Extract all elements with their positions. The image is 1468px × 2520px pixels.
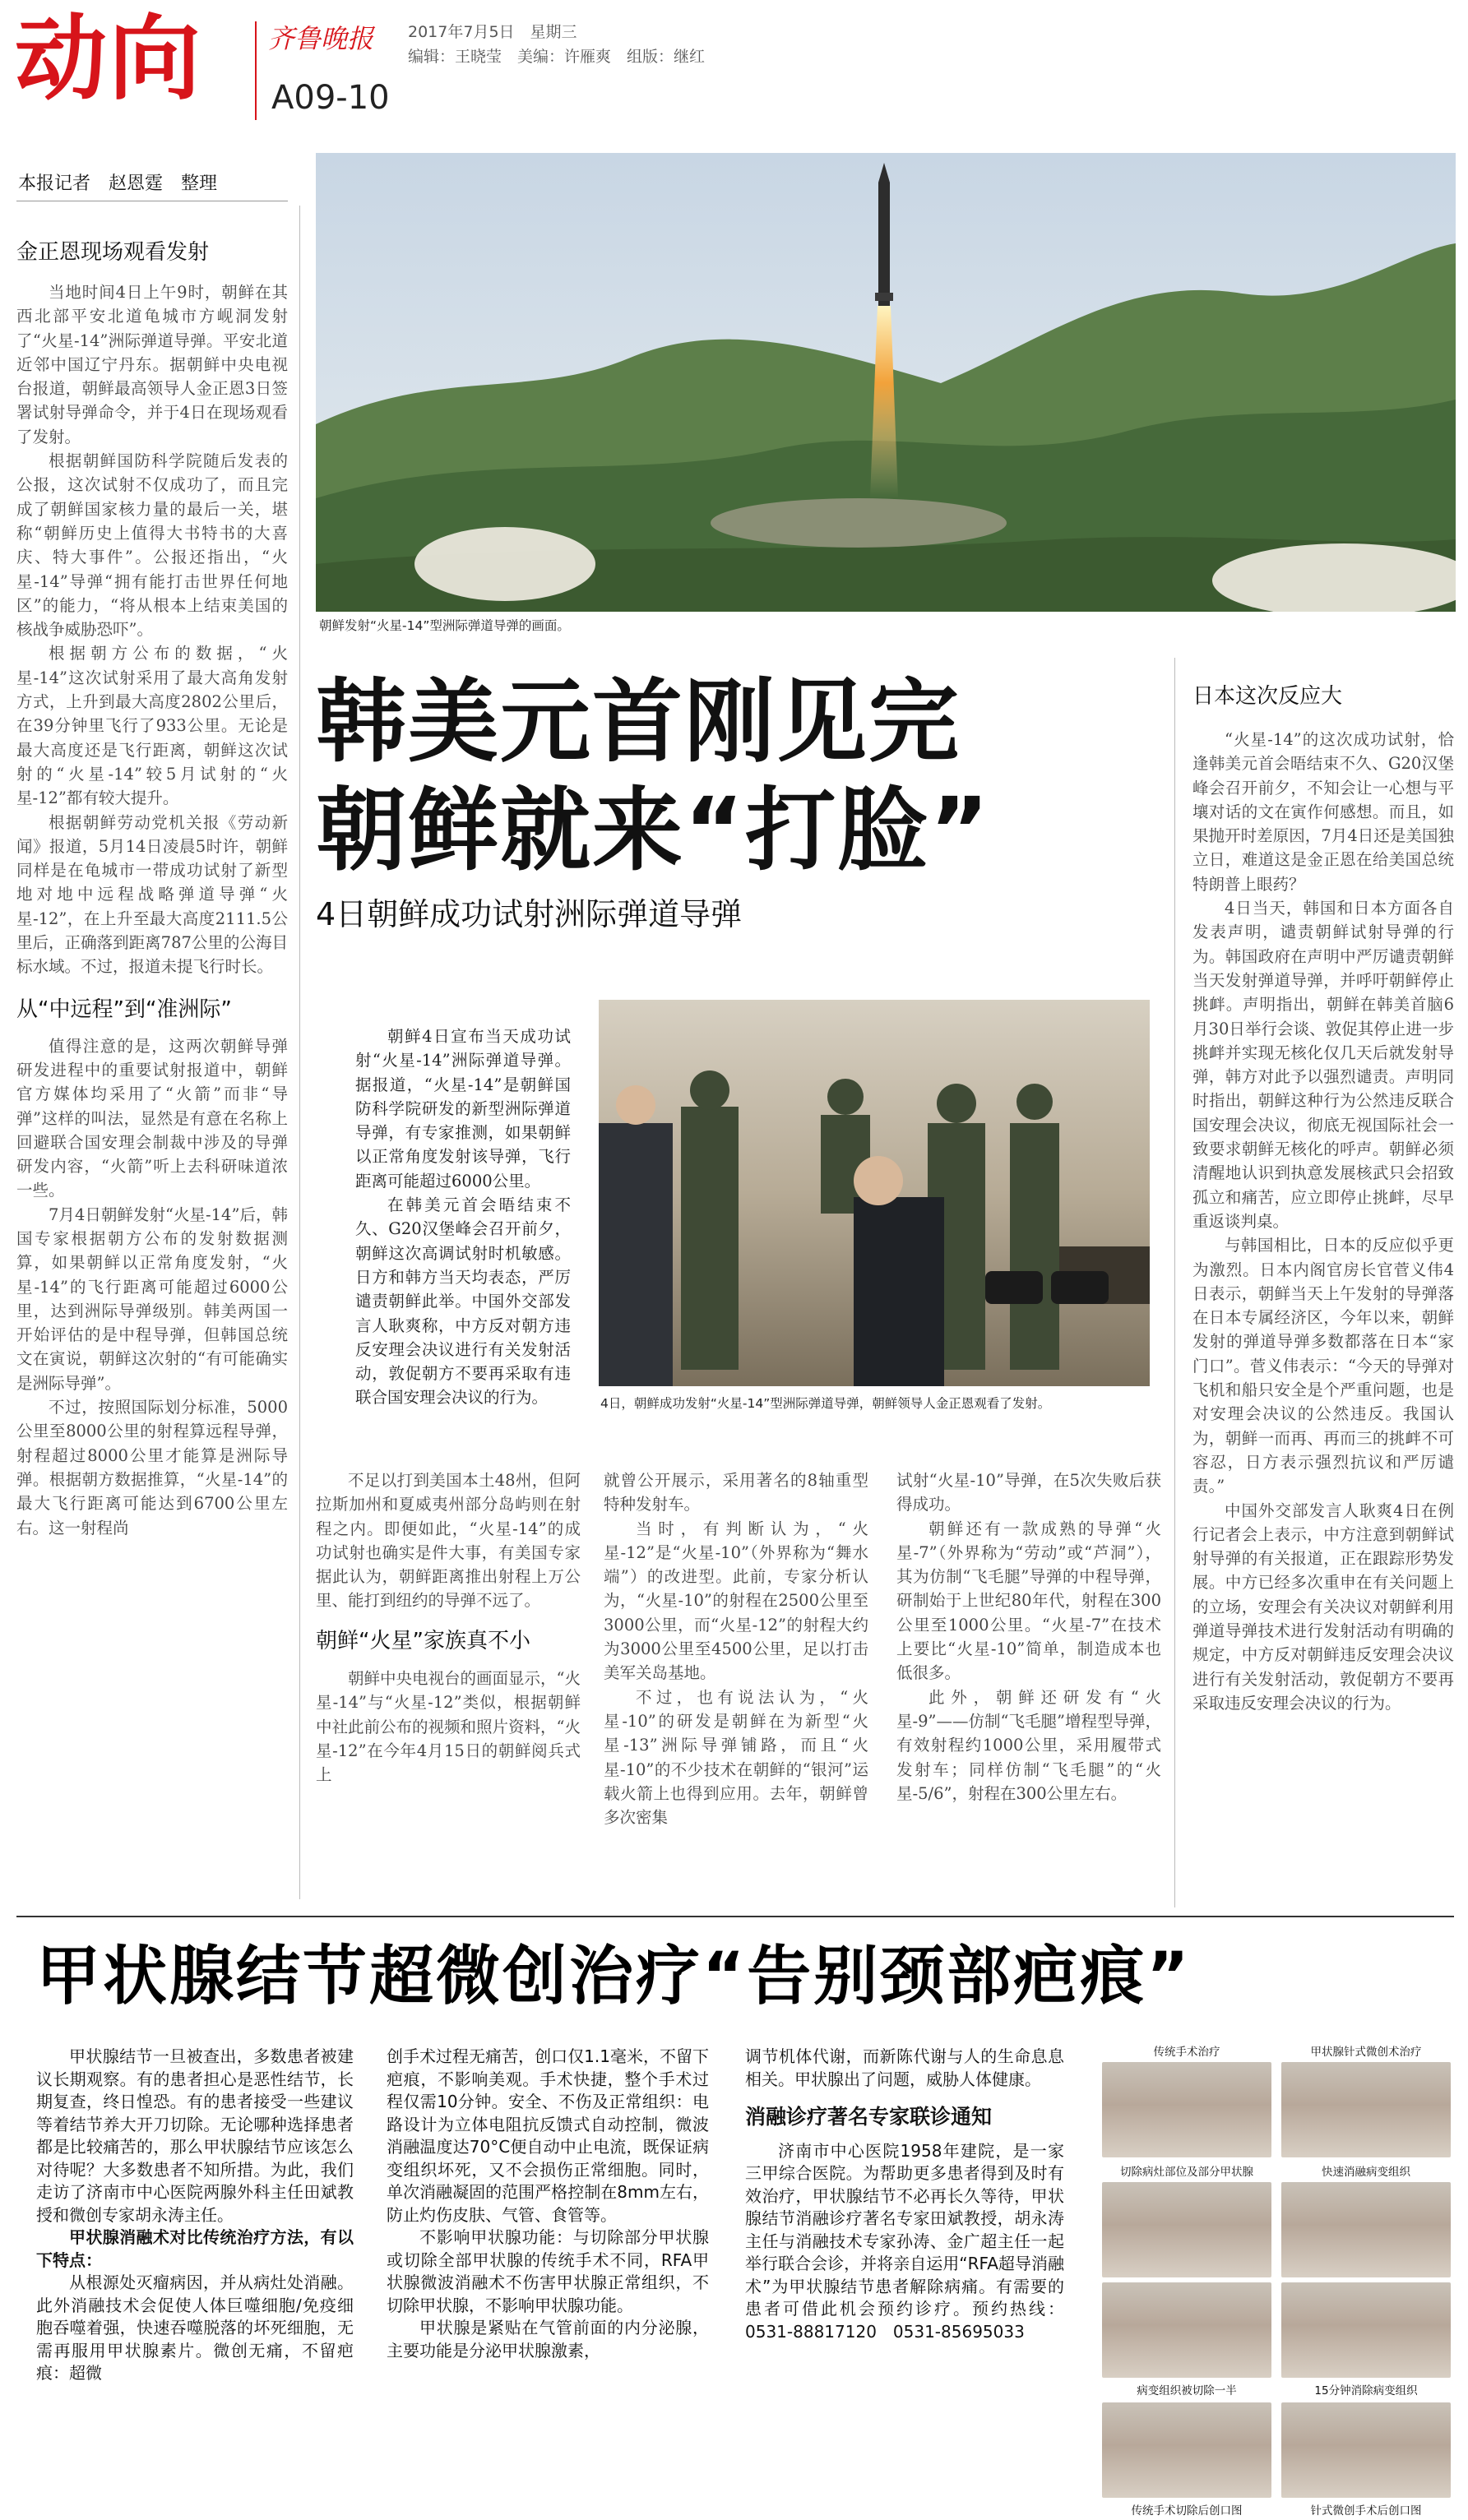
headline-line-1: 韩美元首刚见完	[316, 669, 961, 774]
thyroid-photo	[1102, 2062, 1271, 2157]
bottom-column-3	[896, 1468, 1161, 1806]
ad-image-label: 切除病灶部位及部分甲状腺	[1120, 2166, 1253, 2179]
lead-column	[355, 1024, 571, 1410]
ad-image-label: 快速消融病变组织	[1322, 2166, 1410, 2179]
article-paragraph: 不过，按照国际划分标准，5000公里至8000公里的射程算远程导弹，射程超过8000公里才能算是洲际导弹。根据朝方数据推算，“火星-14”的最大飞行距离可能达到6700公里左右。这一射程尚	[16, 1398, 288, 1537]
kim-watching-photo	[599, 1000, 1150, 1386]
ad-image-grid	[1102, 2042, 1451, 2518]
article-paragraph: 试射“火星-10”导弹，在5次失败后获得成功。	[896, 1471, 1161, 1514]
kim-watching-image	[599, 1000, 1150, 1386]
subhead-japan-reaction: 日本这次反应大	[1192, 684, 1343, 709]
top-photo-caption: 朝鲜发射“火星-14”型洲际弹道导弹的画面。	[319, 618, 570, 633]
masthead-divider	[255, 21, 257, 120]
ad-paragraph: 济南市中心医院1958年建院，是一家三甲综合医院。为帮助更多患者得到及时有效治疗，甲状腺结节不必再长久等待，甲状腺结节消融诊疗著名专家田斌教授，胡永涛主任与消融技术专家孙涛、金广超主任一起举行联合会诊，并将亲自运用“RFA超导消融术”为甲状腺结节患者解除病痛。有需要的患者可借此机会预约诊疗。预约热线：0531-88817120 0531-85695033	[745, 2140, 1064, 2342]
article-paragraph: 7月4日朝鲜发射“火星-14”后，韩国专家根据朝方公布的发射数据测算，如果朝鲜以正常角度发射，“火星-14”的飞行距离可能超过6000公里，达到洲际导弹级别。韩美两国一开始评估的是中程导弹，但韩国总统文在寅说，朝鲜这次射的“有可能确实是洲际导弹”。	[16, 1205, 288, 1393]
article-paragraph: 当地时间4日上午9时，朝鲜在其西北部平安北道龟城市方岘洞发射了“火星-14”洲际弹道导弹。平安北道近邻中国辽宁丹东。据朝鲜中央电视台报道，朝鲜最高领导人金正恩3日签署试射导弹命令，并于4日在现场观看了发射。	[16, 283, 288, 446]
ad-top-rule	[16, 1916, 1454, 1917]
ad-image-cell	[1281, 2282, 1451, 2397]
article-paragraph: 朝鲜中央电视台的画面显示，“火星-14”与“火星-12”类似，根据朝鲜中社此前公布的视频和照片资料，“火星-12”在今年4月15日的朝鲜阅兵式上	[316, 1669, 581, 1785]
lead-paragraph: 朝鲜4日宣布当天成功试射“火星-14”洲际弹道导弹。据报道，“火星-14”是朝鲜国防科学院研发的新型洲际弹道导弹，有专家推测，如果朝鲜以正常角度发射该导弹，飞行距离可能超过6000公里。	[355, 1027, 571, 1191]
ad-subhead: 甲状腺消融术对比传统治疗方法，有以下特点：	[36, 2227, 354, 2270]
article-paragraph: 值得注意的是，这两次朝鲜导弹研发进程中的重要试射报道中，朝鲜官方媒体均采用了“火箭”而非“导弹”这样的叫法，显然是有意在名称上回避联合国安理会制裁中涉及的导弹研发内容，“火箭”听上去科研味道浓一些。	[16, 1036, 288, 1200]
missile-launch-photo	[316, 153, 1456, 612]
ad-image-label: 病变组织被切除一半	[1137, 2384, 1237, 2397]
page-number: A09-10	[271, 79, 390, 117]
ad-image-label: 15分钟消除病变组织	[1314, 2384, 1418, 2397]
ad-image-label: 针式微创手术后创口图	[1310, 2504, 1422, 2518]
right-column-rule	[1174, 658, 1175, 1907]
subhead-hwasong-family: 朝鲜“火星”家族真不小	[316, 1628, 530, 1653]
ad-image-cell	[1281, 2042, 1451, 2157]
missile-launch-image	[316, 153, 1456, 612]
section-title: 动向	[15, 6, 202, 113]
article-paragraph: 就曾公开展示，采用著名的8轴重型特种发射车。	[604, 1471, 868, 1514]
ad-image-label: 传统手术治疗	[1153, 2046, 1220, 2059]
ad-image-label: 甲状腺针式微创术治疗	[1310, 2046, 1422, 2059]
ad-image-cell	[1102, 2402, 1271, 2518]
date-line: 2017年7月5日 星期三	[408, 23, 577, 41]
thyroid-photo	[1102, 2182, 1271, 2277]
thyroid-photo	[1102, 2282, 1271, 2378]
article-paragraph: 4日当天，韩国和日本方面各自发表声明，谴责朝鲜试射导弹的行为。韩国政府在声明中严厉谴责朝鲜当天发射弹道导弹，并呼吁朝鲜停止挑衅。声明指出，朝鲜在韩美首脑6月30日举行会谈、敦促其停止进一步挑衅并实现无核化仅几天后就发射导弹，韩方对此予以强烈谴责。声明同时指出，朝鲜这种行为公然违反联合国安理会决议，彻底无视国际社会一致要求朝鲜无核化的呼声。朝鲜必须清醒地认识到执意发展核武只会招致孤立和痛苦，应立即停止挑衅，尽早重返谈判桌。	[1192, 899, 1454, 1231]
paper-logo: 齐鲁晚报	[268, 23, 374, 54]
headline-line-2: 朝鲜就来“打脸”	[316, 778, 991, 883]
ad-paragraph: 从根源处灭瘤病因，并从病灶处消融。此外消融技术会促使人体巨噬细胞/免疫细胞吞噬着强，快速吞噬脱落的坏死细胞，无需再服用甲状腺素片。微创无痛，不留疤痕：超微	[36, 2273, 354, 2383]
subhead-icbm: 从“中远程”到“准洲际”	[16, 996, 232, 1022]
ad-image-cell	[1102, 2282, 1271, 2397]
article-paragraph: “火星-14”的这次成功试射，恰逢韩美元首会晤结束不久、G20汉堡峰会召开前夕，不知会让一心想与平壤对话的文在寅作何感想。而且，如果抛开时差原因，7月4日还是美国独立日，难道这是金正恩在给美国总统特朗普上眼药？	[1192, 730, 1454, 894]
left-column-rule	[299, 206, 300, 1899]
article-paragraph: 朝鲜还有一款成熟的导弹“火星-7”（外界称为“劳动”或“芦洞”），其为仿制“飞毛腿”导弹的中程导弹，研制始于上世纪80年代，射程在300公里至1000公里。“火星-7”在技术上要比“火星-10”简单，制造成本也低很多。	[896, 1519, 1161, 1683]
article-paragraph: 根据朝鲜劳动党机关报《劳动新闻》报道，5月14日凌晨5时许，朝鲜同样是在龟城市一带成功试射了新型地对地中远程战略弹道导弹“火星-12”，在上升至最大高度2111.5公里后，正确落到距离787公里的公海目标水域。不过，报道未提飞行时长。	[16, 812, 288, 977]
article-paragraph: 不足以打到美国本土48州，但阿拉斯加州和夏威夷州部分岛屿则在射程之内。即便如此，“火星-14”的成功试射也确实是件大事，有美国专家据此认为，朝鲜距离推出射程上万公里、能打到纽约的导弹不远了。	[316, 1471, 581, 1611]
ad-image-cell	[1281, 2402, 1451, 2518]
ad-image-cell	[1281, 2162, 1451, 2277]
article-paragraph: 与韩国相比，日本的反应似乎更为激烈。日本内阁官房长官菅义伟4日表示，朝鲜当天上午发射的导弹落在日本专属经济区，今年以来，朝鲜发射的弹道导弹多数都落在日本“家门口”。菅义伟表示：“今天的导弹对飞机和船只安全是个严重问题，也是对安理会决议的公然违反。我国认为，朝鲜一而再、再而三的挑衅不可容忍，日方表示强烈抗议和严厉谴责。”	[1192, 1236, 1454, 1496]
article-paragraph: 当时，有判断认为，“火星-12”是“火星-10”（外界称为“舞水端”）的改进型。此前，专家分析认为，“火星-10”的射程在2500公里至3000公里，而“火星-12”的射程大约为3000公里至4500公里，足以打击美军关岛基地。	[604, 1519, 868, 1683]
left-column	[16, 235, 288, 1540]
ad-image-cell	[1102, 2042, 1271, 2157]
ad-paragraph: 甲状腺结节一旦被查出，多数患者被建议长期观察。有的患者担心是恶性结节，长期复查，终日惶恐。有的患者接受一些建议等着结节养大开刀切除。无论哪种选择患者都是比较痛苦的，那么甲状腺结节应该怎么对待呢？大多数患者不知所措。为此，我们走访了济南市中心医院两腺外科主任田斌教授和微创专家胡永涛主任。	[36, 2046, 354, 2225]
ad-paragraph: 不影响甲状腺功能：与切除部分甲状腺或切除全部甲状腺的传统手术不同，RFA甲状腺微波消融术不伤害甲状腺正常组织，不切除甲状腺，不影响甲状腺功能。	[387, 2227, 709, 2315]
article-paragraph: 根据朝鲜国防科学院随后发表的公报，这次试射不仅成功了，而且完成了朝鲜国家核力量的最后一关，堪称“朝鲜历史上值得大书特书的大喜庆、特大事件”。公报还指出，“火星-14”导弹“拥有能打击世界任何地区”的能力，“将从根本上结束美国的核战争威胁恐吓”。	[16, 451, 288, 640]
ad-paragraph: 创手术过程无痛苦，创口仅1.1毫米，不留下疤痕，不影响美观。手术快捷，整个手术过程仅需10分钟。安全、不伤及正常组织：电路设计为立体电阻抗反馈式自动控制，微波消融温度达70°C便自动中止电流，既保证病变组织坏死，又不会损伤正常细胞。同时，单次消融凝固的范围严格控制在8mm左右，防止灼伤皮肤、气管、食管等。	[387, 2046, 709, 2225]
ad-column-1	[36, 2046, 354, 2385]
bottom-column-1	[316, 1468, 581, 1787]
thyroid-photo	[1281, 2062, 1451, 2157]
thyroid-photo	[1281, 2402, 1451, 2498]
thyroid-photo	[1102, 2402, 1271, 2498]
ad-image-label: 传统手术切除后创口图	[1131, 2504, 1243, 2518]
article-paragraph: 中国外交部发言人耿爽4日在例行记者会上表示，中方注意到朝鲜试射导弹的有关报道，正在跟踪形势发展。中方已经多次重申在有关问题上的立场，安理会有关决议对朝鲜利用弹道导弹技术进行发射活动有明确的规定，中方反对朝鲜违反安理会决议进行有关发射活动，敦促朝方不要再采取违反安理会决议的行为。	[1192, 1500, 1454, 1713]
article-paragraph: 根据朝方公布的数据，“火星-14”这次试射采用了最大高角发射方式，上升到最大高度2802公里后，在39分钟里飞行了933公里。无论是最大高度还是飞行距离，朝鲜这次试射的“火星-14”较5月试射的“火星-12”都有较大提升。	[16, 644, 288, 808]
lead-paragraph: 在韩美元首会晤结束不久、G20汉堡峰会召开前夕，朝鲜这次高调试射时机敏感。日方和韩方当天均表态，严厉谴责朝鲜此举。中国外交部发言人耿爽称，中方反对朝方违反安理会决议进行有关发射活动，敦促朝方不要再采取有违联合国安理会决议的行为。	[355, 1195, 571, 1408]
headline-subtitle: 4日朝鲜成功试射洲际弹道导弹	[316, 896, 743, 932]
ad-column-2	[387, 2046, 709, 2362]
ad-title: 甲状腺结节超微创治疗“告别颈部疤痕”	[36, 1940, 1192, 2014]
headline	[316, 668, 1146, 936]
ad-paragraph: 调节机体代谢，而新陈代谢与人的生命息息相关。甲状腺出了问题，威胁人体健康。	[745, 2046, 1064, 2089]
thyroid-photo	[1281, 2282, 1451, 2378]
ad-image-cell	[1102, 2162, 1271, 2277]
bottom-column-2	[604, 1468, 868, 1829]
ad-notice-heading: 消融诊疗著名专家联诊通知	[745, 2105, 993, 2129]
article-paragraph: 不过，也有说法认为，“火星-10”的研发是朝鲜在为新型“火星-13”洲际导弹铺路，而且“火星-10”的不少技术在朝鲜的“银河”运载火箭上也得到应用。去年，朝鲜曾多次密集	[604, 1687, 868, 1828]
ad-paragraph: 甲状腺是紧贴在气管前面的内分泌腺，主要功能是分泌甲状腺激素，	[387, 2318, 709, 2360]
ad-column-3	[745, 2046, 1064, 2343]
byline: 本报记者 赵恩霆 整理	[18, 173, 218, 194]
right-column	[1192, 679, 1454, 1715]
subhead-kim-watches: 金正恩现场观看发射	[16, 240, 210, 265]
article-paragraph: 此外，朝鲜还研发有“火星-9”——仿制“飞毛腿”增程型导弹，有效射程约1000公里，采用履带式发射车；同样仿制“飞毛腿”的“火星-5/6”，射程在300公里左右。	[896, 1687, 1161, 1803]
thyroid-photo	[1281, 2182, 1451, 2277]
mid-photo-caption: 4日，朝鲜成功发射“火星-14”型洲际弹道导弹，朝鲜领导人金正恩观看了发射。	[600, 1396, 1051, 1411]
staff-line: 编辑：王晓莹 美编：许雁爽 组版：继红	[408, 48, 706, 66]
